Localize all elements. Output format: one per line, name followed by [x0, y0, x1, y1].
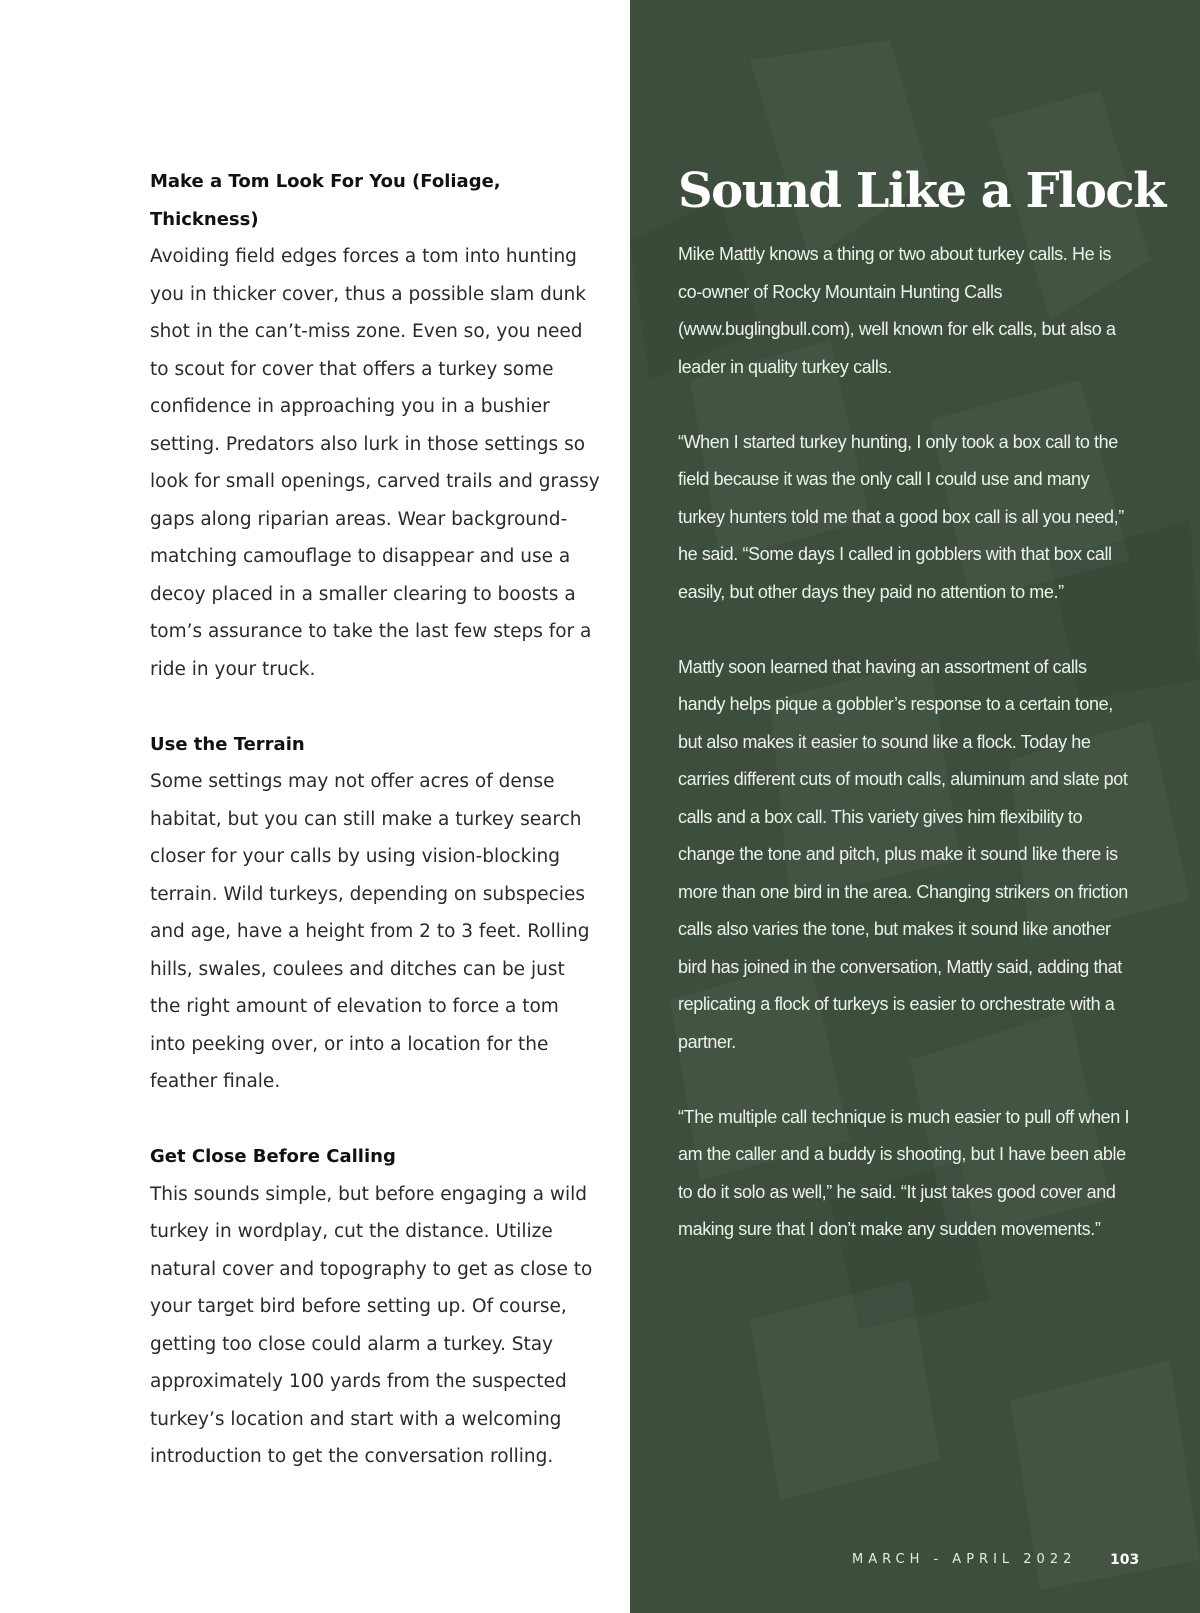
article-section [150, 1138, 600, 1476]
article-section [150, 163, 600, 688]
page-footer [630, 1548, 1200, 1572]
sidebar-paragraph: Mattly soon learned that having an assortment of calls handy helps pique a gobbler’s response to a certain tone, but also makes it easier to sound like a flock. Today he carries different cuts of mouth calls, aluminum and slate pot calls and a box call. This variety gives him flexibility to change the tone and pitch, plus make it sound like there is more than one bird in the area. Changing strikers on friction calls also varies the tone, but makes it sound like another bird has joined in the conversation, Mattly said, adding that replicating a flock of turkeys is easier to orchestrate with a partner. [678, 656, 1128, 1052]
section-body: This sounds simple, but before engaging a wild turkey in wordplay, cut the distance. Utilize natural cover and topography to get as close to your target bird before setting up. Of course, getting too close could alarm a turkey. Stay approximately 100 yards from the suspected turkey’s location and start with a welcoming introduction to get the conversation rolling. [150, 1183, 593, 1467]
issue-date: MARCH - APRIL 2022 [852, 1552, 1077, 1567]
article-body [150, 163, 600, 1513]
sidebar-panel [630, 0, 1200, 1613]
section-body: Avoiding field edges forces a tom into hunting you in thicker cover, thus a possible slam dunk shot in the can’t-miss zone. Even so, you need to scout for cover that offers a turkey some confidence in approaching you in a bushier setting. Predators also lurk in those settings so look for small openings, carved trails and grassy gaps along riparian areas. Wear background-matching camouflage to disappear and use a decoy placed in a smaller clearing to boosts a tom’s assurance to take the last few steps for a ride in your truck. [150, 246, 600, 680]
section-body: Some settings may not offer acres of dense habitat, but you can still make a turkey search closer for your calls by using vision-blocking terrain. Wild turkeys, depending on subspecies and age, have a height from 2 to 3 feet. Rolling hills, swales, coulees and ditches can be just the right amount of elevation to force a tom into peeking over, or into a location for the feather finale. [150, 771, 590, 1092]
sidebar-title: Sound Like a Flock [678, 163, 1165, 219]
sidebar-content [678, 160, 1165, 1286]
sidebar-paragraph: “When I started turkey hunting, I only took a box call to the field because it was the only call I could use and many turkey hunters told me that a good box call is all you need,” he said. “Some days I called in gobblers with that box call easily, but other days they paid no attention to me.” [678, 431, 1124, 602]
section-heading: Get Close Before Calling [150, 1146, 396, 1167]
section-heading: Make a Tom Look For You (Foliage, Thickness) [150, 171, 501, 230]
page-number: 103 [1110, 1552, 1140, 1568]
article-section [150, 726, 600, 1101]
section-heading: Use the Terrain [150, 733, 305, 755]
sidebar-paragraph: Mike Mattly knows a thing or two about turkey calls. He is co-owner of Rocky Mountain Hunting Calls (www.buglingbull.com), well known for elk calls, but also a leader in quality turkey calls. [678, 244, 1116, 377]
sidebar-paragraph: “The multiple call technique is much easier to pull off when I am the caller and a buddy is shooting, but I have been able to do it solo as well,” he said. “It just takes good cover and making sure that I don’t make any sudden movements.” [678, 1106, 1130, 1239]
